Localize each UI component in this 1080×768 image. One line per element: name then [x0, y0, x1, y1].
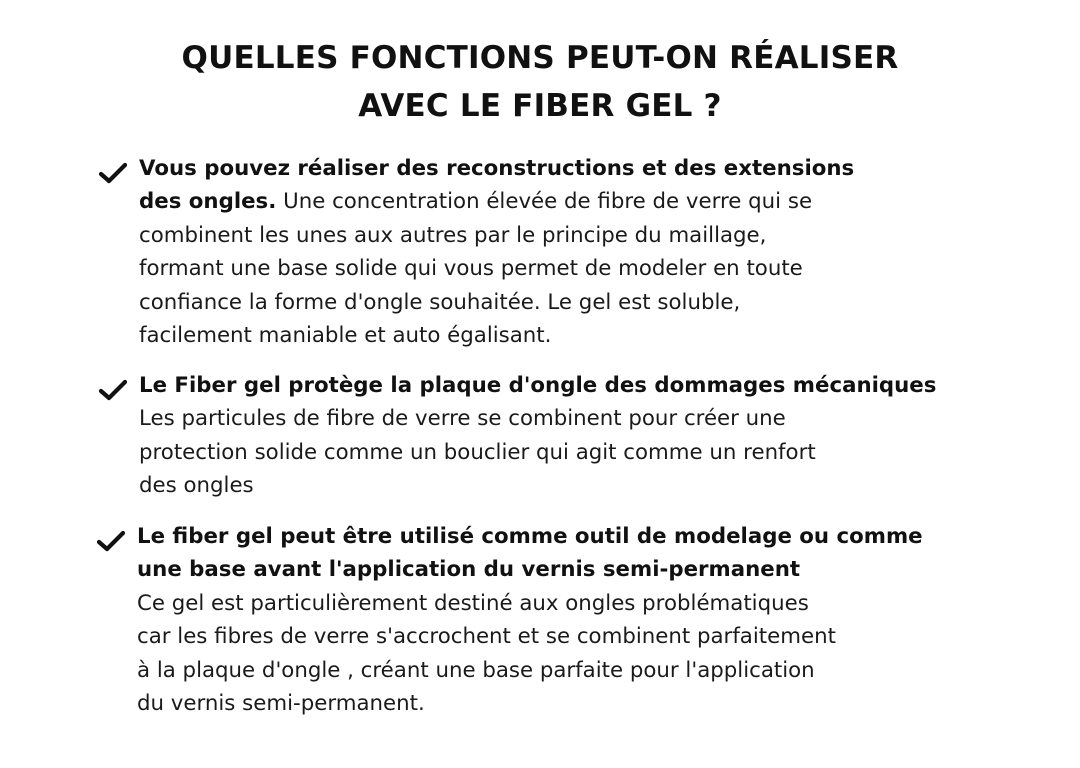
item-heading-line: des ongles.: [139, 189, 277, 215]
checkmark-icon: [99, 379, 127, 401]
item-heading-line: Le fiber gel peut être utilisé comme outil de modelage ou comme: [137, 524, 923, 549]
item-body-line: facilement maniable et auto égalisant.: [139, 323, 552, 349]
item-body-line: protection solide comme un bouclier qui agit comme un renfort: [139, 439, 816, 465]
title-line-2: AVEC LE FIBER GEL ?: [358, 88, 722, 124]
item-body-line: combinent les unes aux autres par le principe du maillage,: [139, 222, 767, 248]
item-heading-line: Le Fiber gel protège la plaque d'ongle des dommages mécaniques: [139, 373, 937, 398]
item-body-line: Les particules de fibre de verre se combinent pour créer une: [139, 406, 786, 432]
checkmark-icon: [97, 530, 125, 552]
title-line-1: QUELLES FONCTIONS PEUT-ON RÉALISER: [181, 40, 899, 76]
item-heading-line: une base avant l'application du vernis semi-permanent: [137, 557, 801, 583]
item-body-line: car les fibres de verre s'accrochent et se combinent parfaitement: [137, 624, 836, 650]
item-body-line: Ce gel est particulièrement destiné aux ongles problématiques: [137, 590, 809, 616]
item-body-line: des ongles: [139, 473, 254, 499]
page-title: [0, 34, 1080, 130]
item-body-line: formant une base solide qui vous permet de modeler en toute: [139, 256, 803, 282]
item-heading-line: Vous pouvez réaliser des reconstructions et des extensions: [139, 156, 855, 181]
item-body-line: Une concentration élevée de fibre de verre qui se: [283, 189, 813, 215]
item-body-line: du vernis semi-permanent.: [137, 691, 425, 717]
item-body-line: confiance la forme d'ongle souhaitée. Le gel est soluble,: [139, 289, 741, 315]
checkmark-icon: [99, 162, 127, 184]
item-body-line: à la plaque d'ongle , créant une base parfaite pour l'application: [137, 657, 815, 683]
